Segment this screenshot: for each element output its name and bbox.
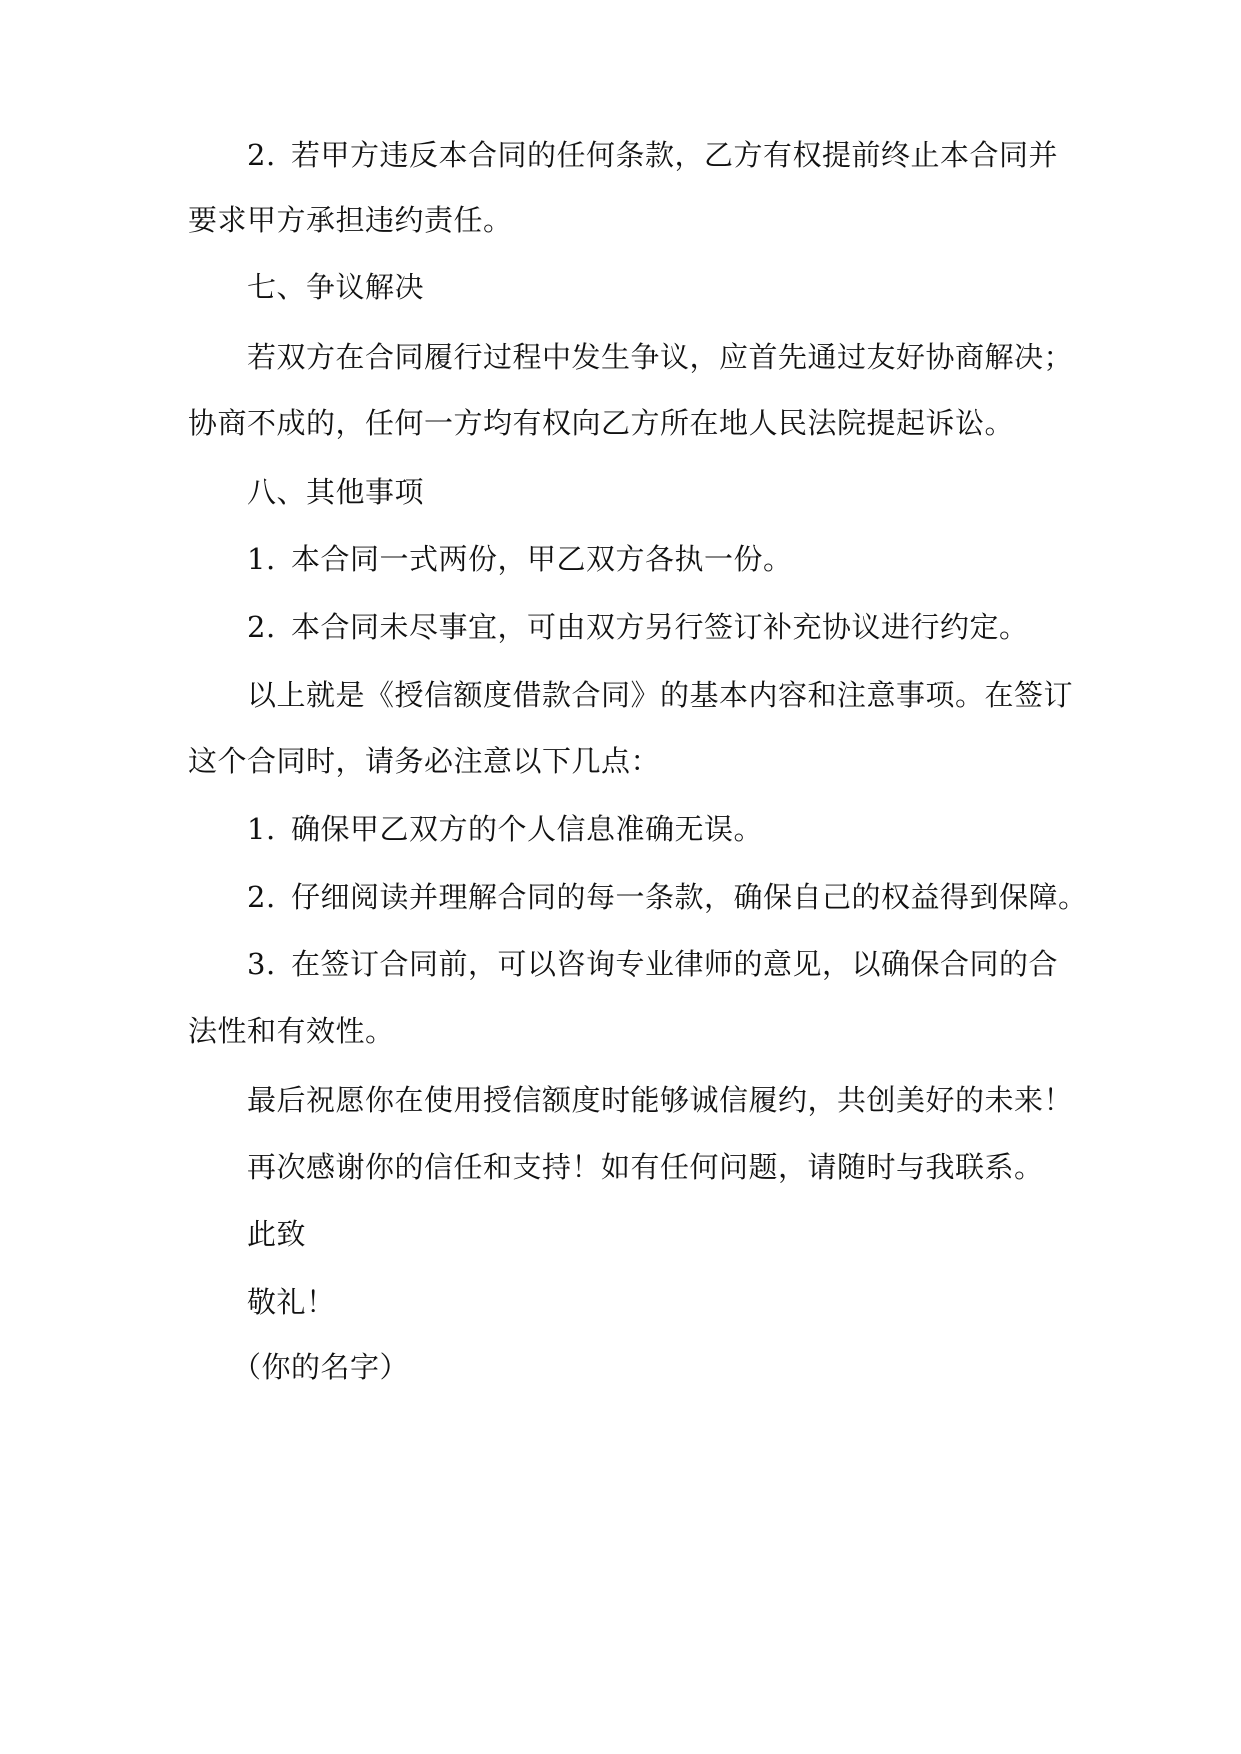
paragraph-text: 确保甲乙双方的个人信息准确无误。 [291, 812, 764, 846]
list-number: 2. [247, 138, 276, 172]
paragraph-text: 若甲方违反本合同的任何条款，乙方有权提前终止本合同并 [291, 138, 1059, 172]
paragraph-dispute: 若双方在合同履行过程中发生争议，应首先通过友好协商解决； [247, 340, 1074, 374]
paragraph-summary: 以上就是《授信额度借款合同》的基本内容和注意事项。在签订 [247, 678, 1074, 712]
section-heading-dispute: 七、争议解决 [247, 270, 425, 304]
list-number: 2. [247, 610, 276, 644]
list-number: 1. [247, 542, 276, 576]
paragraph-continuation: 法性和有效性。 [188, 1014, 395, 1048]
section-heading-other: 八、其他事项 [247, 475, 425, 509]
paragraph-text: 本合同一式两份，甲乙双方各执一份。 [291, 542, 793, 576]
list-number: 1. [247, 812, 276, 846]
paragraph-continuation: 协商不成的，任何一方均有权向乙方所在地人民法院提起诉讼。 [188, 406, 1015, 440]
note-item-1 [247, 809, 763, 849]
paragraph-text: 仔细阅读并理解合同的每一条款，确保自己的权益得到保障。 [291, 880, 1088, 914]
clause-8-item-2 [247, 607, 1029, 647]
paragraph-text: 在签订合同前，可以咨询专业律师的意见，以确保合同的合 [291, 947, 1059, 981]
paragraph-continuation: 要求甲方承担违约责任。 [188, 203, 513, 237]
list-number: 3. [247, 947, 276, 981]
paragraph-thanks: 再次感谢你的信任和支持！如有任何问题，请随时与我联系。 [247, 1150, 1044, 1184]
closing-salutation: 此致 [247, 1217, 307, 1251]
clause-6-item-2 [247, 135, 1058, 175]
closing-regards: 敬礼！ [247, 1285, 336, 1319]
note-item-2 [247, 877, 1088, 917]
list-number: 2. [247, 880, 276, 914]
clause-8-item-1 [247, 539, 793, 579]
paragraph-wishes: 最后祝愿你在使用授信额度时能够诚信履约，共创美好的未来！ [247, 1083, 1074, 1117]
signature-placeholder: （你的名字） [232, 1350, 410, 1384]
note-item-3 [247, 944, 1058, 984]
paragraph-text: 本合同未尽事宜，可由双方另行签订补充协议进行约定。 [291, 610, 1029, 644]
paragraph-continuation: 这个合同时，请务必注意以下几点： [188, 744, 661, 778]
